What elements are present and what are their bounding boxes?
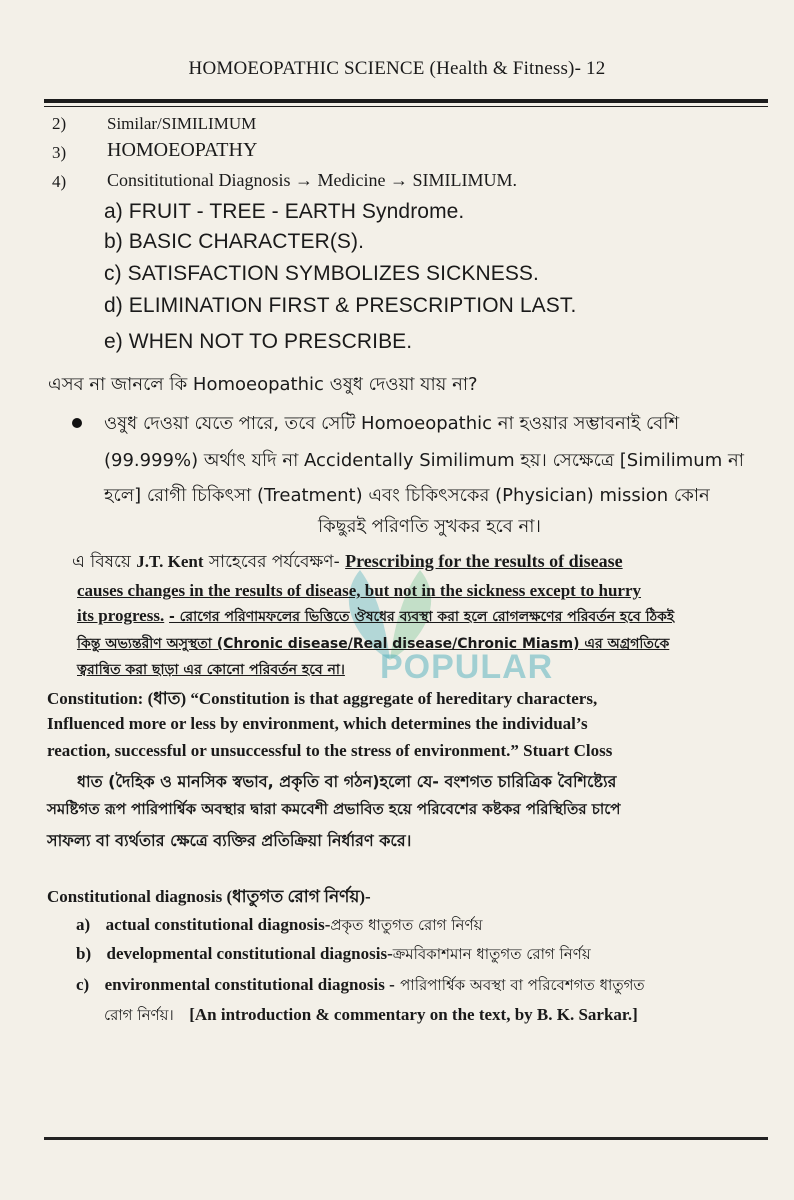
diagnosis-bn: রোগ নির্ণয়। bbox=[104, 1006, 174, 1024]
kent-line-3 bbox=[77, 605, 674, 629]
sub-item: c) SATISFACTION SYMBOLIZES SICKNESS. bbox=[104, 262, 539, 285]
kent-translation: - রোগের পরিণামফলের ভিত্তিতে ঔষধের ব্যবস্থা করা হলে রোগলক্ষণের পরিবর্তন হবে ঠিকই bbox=[169, 609, 675, 625]
list-item: Similar/SIMILIMUM bbox=[107, 114, 257, 133]
list-number: 4) bbox=[52, 172, 67, 191]
answer-line: ওষুধ দেওয়া যেতে পারে, তবে সেটি Homoeopathic না হওয়ার সম্ভাবনাই বেশি bbox=[104, 413, 680, 434]
kent-translation: কিন্তু অভ্যন্তরীণ অসুস্থতা (Chronic disease/Real disease/Chronic Miasm) এর অগ্রগতিকে bbox=[77, 636, 670, 652]
diagnosis-en: environmental constitutional diagnosis - bbox=[104, 975, 395, 994]
header-rule-thick bbox=[44, 99, 768, 103]
constitution-translation: সাফল্য বা ব্যর্থতার ক্ষেত্রে ব্যক্তির প্রতিক্রিয়া নির্ধারণ করে। bbox=[47, 831, 412, 850]
diagnosis-bn: পারিপার্শ্বিক অবস্থা বা পরিবেশগত ধাতুগত bbox=[400, 976, 645, 994]
diagnosis-label: b) bbox=[76, 944, 92, 963]
kent-intro: এ বিষয়ে bbox=[72, 552, 131, 572]
diagnosis-bn: ক্রমবিকাশমান ধাতুগত রোগ নির্ণয় bbox=[392, 945, 591, 963]
bullet-icon bbox=[72, 418, 82, 428]
list-item: HOMOEOPATHY bbox=[107, 139, 258, 161]
list-number: 3) bbox=[52, 143, 67, 162]
diagnosis-bn: প্রকৃত ধাতুগত রোগ নির্ণয় bbox=[330, 916, 483, 934]
diagnosis-item bbox=[76, 914, 482, 939]
kent-quote: causes changes in the results of disease, but not in the sickness except to hurry bbox=[77, 581, 642, 600]
constitution-translation: সমষ্টিগত রূপ পারিপার্শ্বিক অবস্থার দ্বারা কমবেশী প্রভাবিত হয়ে পরিবেশের কষ্টকর পরিস্থিতির চাপে bbox=[47, 800, 621, 818]
diagnosis-continuation bbox=[104, 1004, 638, 1029]
answer-line: কিছুরই পরিণতি সুখকর হবে না। bbox=[318, 516, 541, 537]
diagnosis-item bbox=[76, 974, 645, 999]
list-number: 2) bbox=[52, 114, 67, 133]
question-text: এসব না জানলে কি Homoeopathic ওষুধ দেওয়া যায় না? bbox=[48, 374, 478, 395]
sub-item: a) FRUIT - TREE - EARTH Syndrome. bbox=[104, 200, 465, 223]
sub-item: b) BASIC CHARACTER(S). bbox=[104, 230, 365, 253]
answer-line: (99.999%) অর্থাৎ যদি না Accidentally Similimum হয়। সেক্ষেত্রে [Similimum না bbox=[104, 450, 744, 471]
constitution-line: reaction, successful or unsuccessful to the stress of environment.” Stuart Closs bbox=[47, 741, 613, 760]
diagnosis-label: c) bbox=[76, 975, 90, 994]
sub-item: d) ELIMINATION FIRST & PRESCRIPTION LAST. bbox=[104, 294, 577, 317]
kent-intro: সাহেবের পর্যবেক্ষণ- bbox=[208, 552, 340, 572]
answer-line: হলে] রোগী চিকিৎসা (Treatment) এবং চিকিৎসকের (Physician) mission কোন bbox=[104, 485, 710, 506]
kent-quote: Prescribing for the results of disease bbox=[345, 551, 623, 571]
running-header: HOMOEOPATHIC SCIENCE (Health & Fitness)- 12 bbox=[188, 58, 606, 79]
constitution-translation: ধাত (দৈহিক ও মানসিক স্বভাব, প্রকৃতি বা গঠন)হলো যে- বংশগত চারিত্রিক বৈশিষ্ট্যের bbox=[77, 772, 617, 791]
section-heading: Constitutional diagnosis (ধাতুগত রোগ নির্ণয়)- bbox=[47, 887, 371, 906]
sub-item: e) WHEN NOT TO PRESCRIBE. bbox=[104, 330, 413, 353]
constitution-line: Influenced more or less by environment, which determines the individual’s bbox=[47, 714, 588, 733]
footer-rule bbox=[44, 1137, 768, 1140]
diagnosis-en: actual constitutional diagnosis- bbox=[105, 915, 331, 934]
author-name: J.T. Kent bbox=[136, 552, 204, 571]
citation: [An introduction & commentary on the text, by B. K. Sarkar.] bbox=[189, 1005, 638, 1024]
kent-quote: its progress. bbox=[77, 606, 165, 625]
diagnosis-item bbox=[76, 943, 591, 968]
diagnosis-en: developmental constitutional diagnosis- bbox=[106, 944, 393, 963]
list-item: Consititutional Diagnosis → Medicine → SIMILIMUM. bbox=[107, 170, 517, 190]
publisher-watermark: POPULAR bbox=[380, 648, 554, 686]
constitution-line: Constitution: (ধাত) “Constitution is that aggregate of hereditary characters, bbox=[47, 689, 598, 708]
header-rule-thin bbox=[44, 106, 768, 107]
kent-translation: ত্বরান্বিত করা ছাড়া এর কোনো পরিবর্তন হবে না। bbox=[77, 662, 345, 678]
kent-line-1 bbox=[72, 549, 623, 577]
diagnosis-label: a) bbox=[76, 915, 91, 934]
